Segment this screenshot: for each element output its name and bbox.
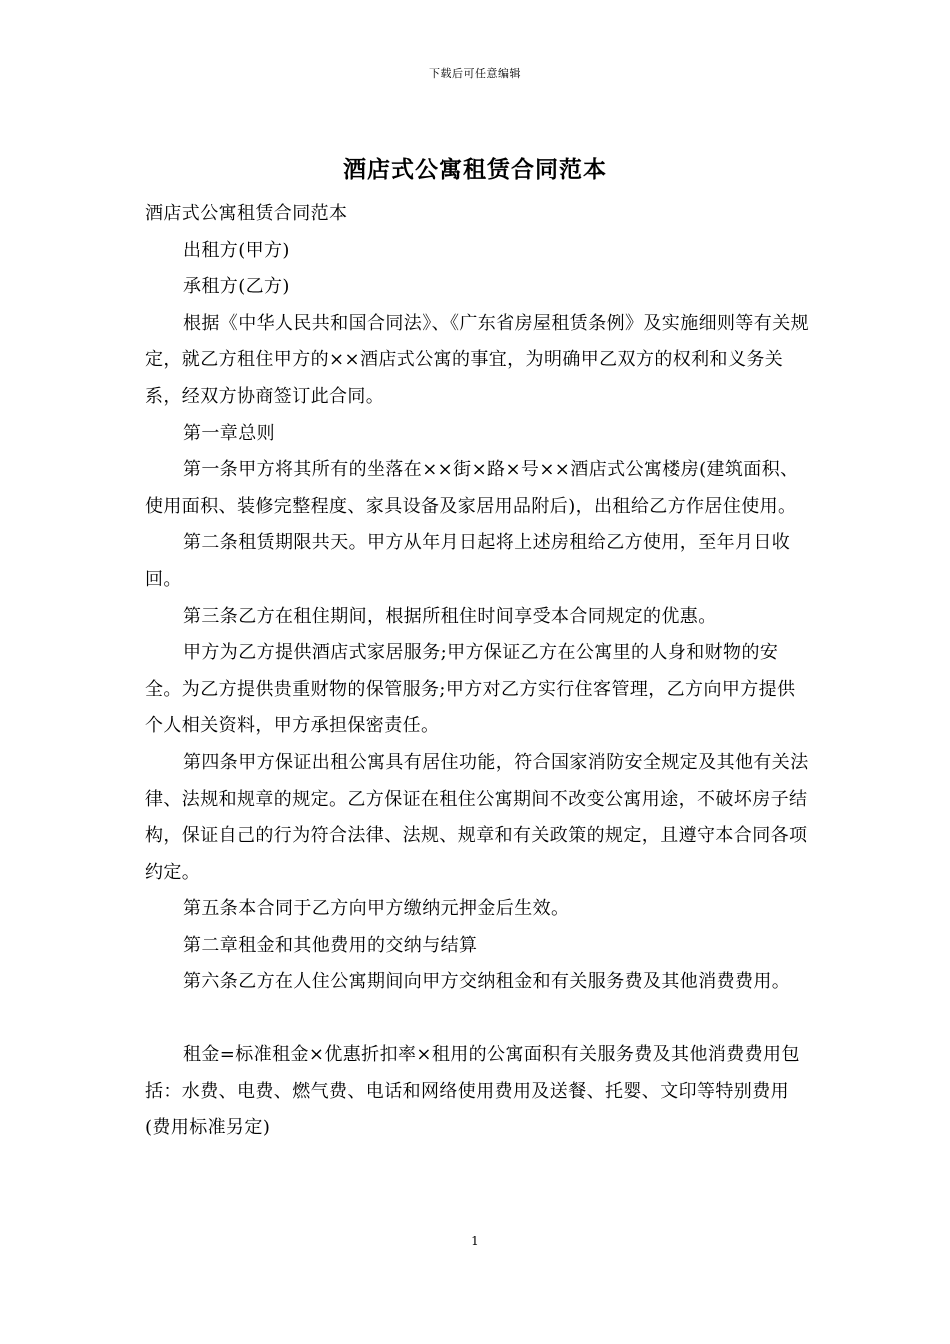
article-2: 第二条租赁期限共天。甲方从年月日起将上述房租给乙方使用，至年月日收回。 <box>145 532 791 590</box>
document-title: 酒店式公寓租赁合同范本 <box>343 156 607 183</box>
article-3: 第三条乙方在租住期间，根据所租住时间享受本合同规定的优惠。 <box>183 605 717 627</box>
header-note: 下载后可任意编辑 <box>429 67 521 80</box>
document-body <box>145 196 810 1147</box>
paragraph-services: 甲方为乙方提供酒店式家居服务;甲方保证乙方在公寓里的人身和财物的安全。为乙方提供贵重财物的保管服务;甲方对乙方实行住客管理，乙方向甲方提供个人相关资料，甲方承担保密责任。 <box>145 642 796 737</box>
article-5: 第五条本合同于乙方向甲方缴纳元押金后生效。 <box>183 898 570 920</box>
page-number: 1 <box>471 1234 479 1248</box>
chapter-heading-2: 第二章租金和其他费用的交纳与结算 <box>183 934 478 956</box>
paragraph-rent-formula: 租金=标准租金×优惠折扣率×租用的公寓面积有关服务费及其他消费费用包括：水费、电费、燃气费、电话和网络使用费用及送餐、托婴、文印等特别费用(费用标准另定) <box>145 1044 800 1139</box>
article-4: 第四条甲方保证出租公寓具有居住功能，符合国家消防安全规定及其他有关法律、法规和规章的规定。乙方保证在租住公寓期间不改变公寓用途，不破坏房子结构，保证自己的行为符合法律、法规、规章和有关政策的规定，且遵守本合同各项约定。 <box>145 751 809 883</box>
article-1: 第一条甲方将其所有的坐落在××街×路×号××酒店式公寓楼房(建筑面积、使用面积、装修完整程度、家具设备及家居用品附后)，出租给乙方作居住使用。 <box>145 459 799 517</box>
paragraph-lessee: 承租方(乙方) <box>183 276 290 298</box>
paragraph-lessor: 出租方(甲方) <box>183 239 290 261</box>
article-6: 第六条乙方在人住公寓期间向甲方交纳租金和有关服务费及其他消费费用。 <box>183 971 791 993</box>
paragraph-preamble: 根据《中华人民共和国合同法》、《广东省房屋租赁条例》及实施细则等有关规定，就乙方租住甲方的××酒店式公寓的事宜，为明确甲乙双方的权利和义务关系，经双方协商签订此合同。 <box>145 312 809 407</box>
paragraph-subtitle: 酒店式公寓租赁合同范本 <box>145 203 348 224</box>
chapter-heading-1: 第一章总则 <box>183 422 275 444</box>
